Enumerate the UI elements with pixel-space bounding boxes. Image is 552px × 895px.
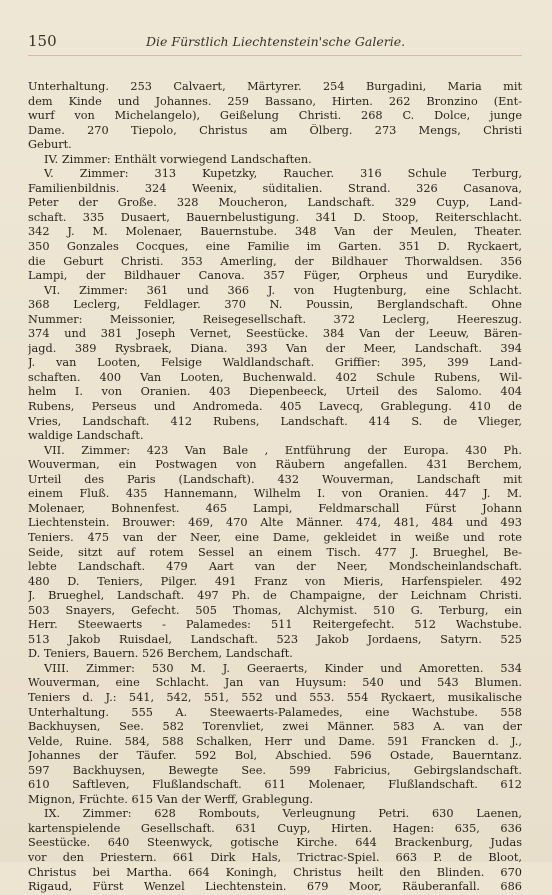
text-line: jagd. 389 Rysbraek, Diana. 393 Van der Meer, Landschaft. 394 bbox=[28, 341, 522, 355]
text-line: einem Fluß. 435 Hannemann, Wilhelm I. von Oranien. 447 J. M. bbox=[28, 487, 522, 501]
text-line: D. Teniers, Bauern. 526 Berchem, Landschaft. bbox=[28, 647, 293, 661]
text-line: Urteil des Paris (Landschaft). 432 Wouverman, Landschaft mit bbox=[28, 472, 522, 486]
text-line: IV. Zimmer: Enthält vorwiegend Landschaften. bbox=[44, 152, 312, 166]
text-line: Unterhaltung. 555 A. Steewaerts-Palamedes, eine Wachstube. 558 bbox=[28, 705, 522, 719]
text-line: V. Zimmer: 313 Kupetzky, Raucher. 316 Schule Terburg, bbox=[44, 167, 522, 181]
text-line: Dame. 270 Tiepolo, Christus am Ölberg. 273 Mengs, Christi bbox=[28, 123, 522, 137]
text-line: Wouverman, eine Schlacht. Jan van Huysum: 540 und 543 Blumen. bbox=[28, 676, 522, 690]
text-line: J. van Looten, Felsige Waldlandschaft. Griffier: 395, 399 Land- bbox=[28, 356, 522, 370]
text-line: kartenspielende Gesellschaft. 631 Cuyp, Hirten. Hagen: 635, 636 bbox=[28, 821, 522, 835]
text-line: Teniers. 475 van der Neer, eine Dame, gekleidet in weiße und rote bbox=[28, 530, 522, 544]
text-line: Molenaer, Bohnenfest. 465 Lampi, Feldmarschall Fürst Johann bbox=[28, 501, 522, 515]
text-line: die Geburt Christi. 353 Amerling, der Bildhauer Thorwaldsen. 356 bbox=[28, 254, 522, 268]
text-line: 503 Snayers, Gefecht. 505 Thomas, Alchymist. 510 G. Terburg, ein bbox=[28, 603, 522, 617]
text-line: Mignon, Früchte. 615 Van der Werff, Grablegung. bbox=[28, 792, 314, 806]
text-line: Vries, Landschaft. 412 Rubens, Landschaft. 414 S. de Vlieger, bbox=[28, 414, 522, 428]
text-line: Peter der Große. 328 Moucheron, Landschaft. 329 Cuyp, Land- bbox=[28, 196, 522, 210]
text-line: Christus bei Martha. 664 Koningh, Christus heilt den Blinden. 670 bbox=[28, 865, 522, 879]
text-line: Geburt. bbox=[28, 138, 72, 152]
text-line: 610 Saftleven, Flußlandschaft. 611 Molenaer, Flußlandschaft. 612 bbox=[28, 778, 522, 792]
text-line: vor den Priestern. 661 Dirk Hals, Trictrac-Spiel. 663 P. de Bloot, bbox=[28, 850, 522, 864]
text-line: 342 J. M. Molenaer, Bauernstube. 348 Van der Meulen, Theater. bbox=[28, 225, 522, 239]
text-line: Seide, sitzt auf rotem Sessel an einem Tisch. 477 J. Brueghel, Be- bbox=[28, 545, 522, 559]
text-line: schaften. 400 Van Looten, Buchenwald. 402 Schule Rubens, Wil- bbox=[28, 370, 522, 384]
running-title: Die Fürstlich Liechtenstein'sche Galerie. bbox=[146, 34, 406, 49]
text-line: Nummer: Meissonier, Reisegesellschaft. 372 Leclerg, Heereszug. bbox=[28, 312, 522, 326]
text-line: Backhuysen, See. 582 Torenvliet, zwei Männer. 583 A. van der bbox=[28, 720, 522, 734]
text-line: lebte Landschaft. 479 Aart van der Neer, Mondscheinlandschaft. bbox=[28, 560, 522, 574]
text-line: waldige Landschaft. bbox=[28, 429, 144, 443]
text-line: VIII. Zimmer: 530 M. J. Geeraerts, Kinder und Amoretten. 534 bbox=[44, 661, 522, 675]
text-line: helm I. von Oranien. 403 Diepenbeeck, Urteil des Salomo. 404 bbox=[28, 385, 522, 399]
text-line: Familienbildnis. 324 Weenix, süditalien. Strand. 326 Casanova, bbox=[28, 181, 522, 195]
text-line: Seestücke. 640 Steenwyck, gotische Kirche. 644 Brackenburg, Judas bbox=[28, 836, 522, 850]
text-line: Rubens, Perseus und Andromeda. 405 Lavecq, Grablegung. 410 de bbox=[28, 400, 522, 414]
text-line: Rigaud, Fürst Wenzel Liechtenstein. 679 Moor, Räuberanfall. 686 bbox=[28, 880, 522, 894]
text-line: Unterhaltung. 253 Calvaert, Märtyrer. 254 Burgadini, Maria mit bbox=[28, 80, 522, 93]
page-number: 150 bbox=[28, 32, 57, 50]
text-line: 597 Backhuysen, Bewegte See. 599 Fabricius, Gebirgslandschaft. bbox=[28, 763, 522, 777]
text-line: Velde, Ruine. 584, 588 Schalken, Herr und Dame. 591 Francken d. J., bbox=[28, 734, 522, 748]
text-line: 368 Leclerg, Feldlager. 370 N. Poussin, Berglandschaft. Ohne bbox=[28, 298, 522, 312]
text-line: Johannes der Täufer. 592 Bol, Abschied. 596 Ostade, Bauerntanz. bbox=[28, 749, 522, 763]
text-line: VI. Zimmer: 361 und 366 J. von Hugtenburg, eine Schlacht. bbox=[44, 283, 522, 297]
text-line: Wouverman, ein Postwagen von Räubern angefallen. 431 Berchem, bbox=[28, 458, 522, 472]
text-line: dem Kinde und Johannes. 259 Bassano, Hirten. 262 Bronzino (Ent- bbox=[28, 94, 522, 108]
text-line: Teniers d. J.: 541, 542, 551, 552 und 553. 554 Ryckaert, musikalische bbox=[28, 690, 522, 704]
text-line: Liechtenstein. Brouwer: 469, 470 Alte Männer. 474, 481, 484 und 493 bbox=[28, 516, 522, 530]
text-line: VII. Zimmer: 423 Van Bale , Entführung der Europa. 430 Ph. bbox=[44, 443, 522, 457]
text-line: 350 Gonzales Cocques, eine Familie im Garten. 351 D. Ryckaert, bbox=[28, 240, 522, 254]
header-rule bbox=[28, 55, 522, 56]
text-line: J. Brueghel, Landschaft. 497 Ph. de Champaigne, der Leichnam Christi. bbox=[28, 589, 522, 603]
text-line: Herr. Steewaerts - Palamedes: 511 Reitergefecht. 512 Wachstube. bbox=[28, 618, 522, 632]
text-line: Lampi, der Bildhauer Canova. 357 Füger, Orpheus und Eurydike. bbox=[28, 269, 522, 283]
text-line: wurf von Michelangelo), Geißelung Christi. 268 C. Dolce, junge bbox=[28, 109, 522, 123]
catalog-text bbox=[28, 80, 522, 895]
text-line: 374 und 381 Joseph Vernet, Seestücke. 384 Van der Leeuw, Bären- bbox=[28, 327, 522, 341]
text-line: 480 D. Teniers, Pilger. 491 Franz von Mieris, Harfenspieler. 492 bbox=[28, 574, 522, 588]
page-header bbox=[28, 32, 522, 54]
text-line: 513 Jakob Ruisdael, Landschaft. 523 Jakob Jordaens, Satyrn. 525 bbox=[28, 632, 522, 646]
text-line: IX. Zimmer: 628 Rombouts, Verleugnung Petri. 630 Laenen, bbox=[44, 807, 522, 821]
text-line: schaft. 335 Dusaert, Bauernbelustigung. 341 D. Stoop, Reiterschlacht. bbox=[28, 210, 522, 224]
